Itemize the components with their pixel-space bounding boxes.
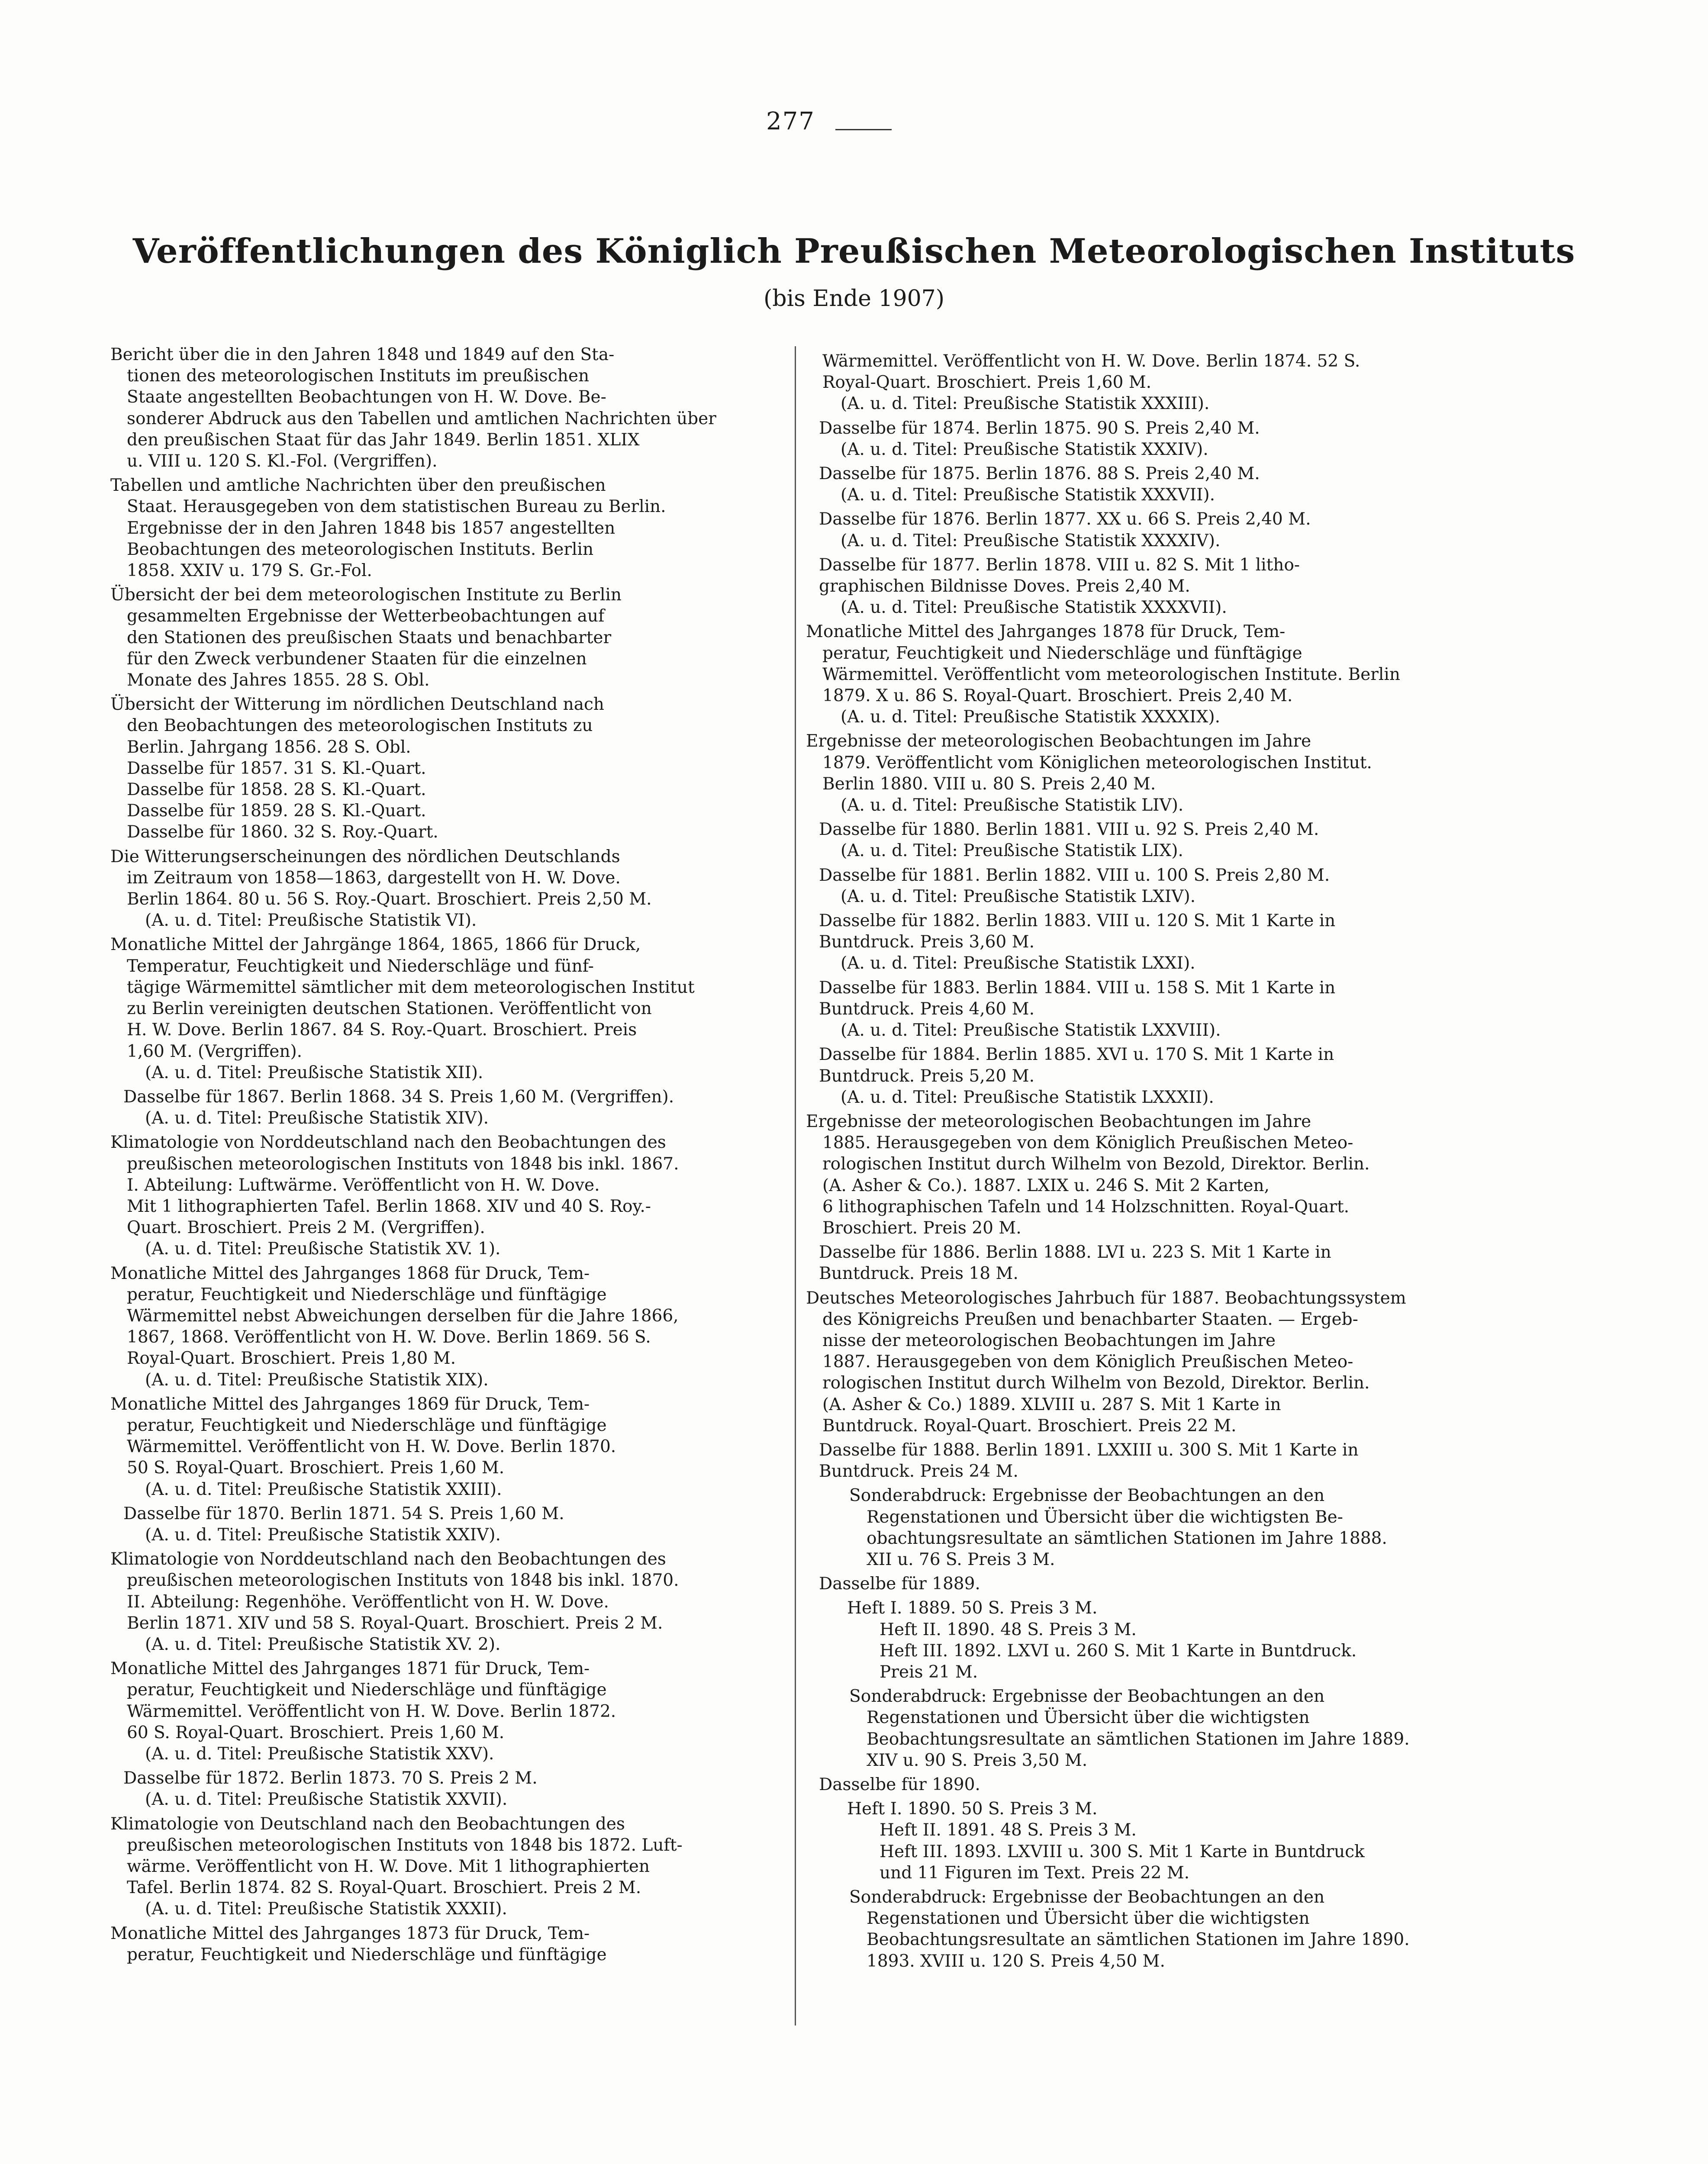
- entry-line: Dasselbe für 1872. Berlin 1873. 70 S. Preis 2 M.: [123, 1768, 538, 1788]
- entry-line: Buntdruck. Preis 5,20 M.: [819, 1066, 1034, 1086]
- entry-line: (A. u. d. Titel: Preußische Statistik XIX).: [145, 1370, 489, 1390]
- bibliography-entry: [806, 554, 1473, 618]
- entry-line: Heft II. 1891. 48 S. Preis 3 M.: [880, 1820, 1137, 1840]
- entry-line: Sonderabdruck: Ergebnisse der Beobachtungen an den: [849, 1887, 1325, 1907]
- entry-line: (A. u. d. Titel: Preußische Statistik LXXXII).: [841, 1087, 1214, 1107]
- entry-line: peratur, Feuchtigkeit und Niederschläge und fünftägige: [127, 1285, 607, 1304]
- bibliography-entry: [110, 1768, 777, 1810]
- entry-line: 1879. Veröffentlicht vom Königlichen meteorologischen Institut.: [822, 753, 1372, 773]
- entry-line: Dasselbe für 1857. 31 S. Kl.-Quart.: [127, 758, 426, 778]
- entry-line: (A. u. d. Titel: Preußische Statistik XIV).: [145, 1108, 489, 1128]
- entry-line: tägige Wärmemittel sämtlicher mit dem meteorologischen Institut: [127, 977, 695, 997]
- entry-line: 6 lithographischen Tafeln und 14 Holzschnitten. Royal-Quart.: [822, 1197, 1350, 1217]
- entry-line: tionen des meteorologischen Instituts im preußischen: [127, 366, 590, 386]
- bibliography-entry: [806, 910, 1473, 974]
- entry-line: Monatliche Mittel des Jahrganges 1868 für Druck, Tem-: [110, 1263, 590, 1283]
- entry-line: (A. Asher & Co.) 1889. XLVIII u. 287 S. Mit 1 Karte in: [822, 1394, 1281, 1414]
- entry-line: 1893. XVIII u. 120 S. Preis 4,50 M.: [867, 1951, 1165, 1971]
- entry-line: den preußischen Staat für das Jahr 1849. Berlin 1851. XLIX: [127, 430, 640, 450]
- page-number-rule: [835, 129, 892, 130]
- bibliography-entry: [110, 1394, 777, 1500]
- entry-line: rologischen Institut durch Wilhelm von Bezold, Direktor. Berlin.: [822, 1154, 1370, 1174]
- entry-line: 60 S. Royal-Quart. Broschiert. Preis 1,60 M.: [127, 1723, 505, 1742]
- bibliography-entry: [806, 463, 1473, 506]
- bibliography-entry: [110, 1813, 777, 1920]
- entry-line: Buntdruck. Preis 18 M.: [819, 1264, 1018, 1284]
- bibliography-entry: [110, 584, 777, 691]
- bibliography-entry: [110, 846, 777, 931]
- entry-line: (A. u. d. Titel: Preußische Statistik XV. 2).: [145, 1634, 501, 1654]
- entry-line: Beobachtungen des meteorologischen Instituts. Berlin: [127, 539, 594, 559]
- entry-line: I. Abteilung: Luftwärme. Veröffentlicht von H. W. Dove.: [127, 1175, 600, 1195]
- entry-line: Regenstationen und Übersicht über die wichtigsten: [867, 1708, 1310, 1728]
- entry-line: Berlin 1880. VIII u. 80 S. Preis 2,40 M.: [822, 774, 1156, 794]
- entry-line: XII u. 76 S. Preis 3 M.: [867, 1549, 1055, 1569]
- entry-line: Heft III. 1892. LXVI u. 260 S. Mit 1 Karte in Buntdruck.: [880, 1641, 1357, 1661]
- page-subtitle: (bis Ende 1907): [763, 286, 945, 312]
- entry-line: Dasselbe für 1880. Berlin 1881. VIII u. 92 S. Preis 2,40 M.: [819, 820, 1319, 840]
- bibliography-entry: [110, 1086, 777, 1129]
- entry-line: Heft I. 1889. 50 S. Preis 3 M.: [847, 1598, 1098, 1618]
- bibliography-entry: [806, 1686, 1473, 1771]
- entry-line: sonderer Abdruck aus den Tabellen und amtlichen Nachrichten über: [127, 409, 716, 428]
- entry-line: Monatliche Mittel des Jahrganges 1871 für Druck, Tem-: [110, 1659, 590, 1679]
- entry-line: Ergebnisse der meteorologischen Beobachtungen im Jahre: [806, 731, 1312, 751]
- entry-line: Buntdruck. Preis 3,60 M.: [819, 932, 1034, 952]
- entry-line: Buntdruck. Royal-Quart. Broschiert. Preis 22 M.: [822, 1416, 1237, 1436]
- bibliography-entry: [806, 351, 1473, 415]
- bibliography-entry: [806, 977, 1473, 1041]
- bibliography-entry: [806, 1774, 1473, 1795]
- entry-line: Dasselbe für 1877. Berlin 1878. VIII u. 82 S. Mit 1 litho-: [819, 555, 1300, 575]
- entry-line: Berlin 1871. XIV und 58 S. Royal-Quart. Broschiert. Preis 2 M.: [127, 1613, 663, 1633]
- entry-line: Dasselbe für 1886. Berlin 1888. LVI u. 223 S. Mit 1 Karte in: [819, 1243, 1331, 1262]
- bibliography-entry: [806, 1288, 1473, 1436]
- entry-line: Dasselbe für 1858. 28 S. Kl.-Quart.: [127, 780, 426, 800]
- entry-line: und 11 Figuren im Text. Preis 22 M.: [880, 1863, 1190, 1883]
- entry-line: Wärmemittel. Veröffentlicht von H. W. Dove. Berlin 1870.: [127, 1437, 616, 1457]
- bibliography-entry: [806, 731, 1473, 816]
- entry-line: Beobachtungsresultate an sämtlichen Stationen im Jahre 1890.: [867, 1930, 1410, 1950]
- entry-line: (A. Asher & Co.). 1887. LXIX u. 246 S. Mit 2 Karten,: [822, 1175, 1270, 1195]
- entry-line: Quart. Broschiert. Preis 2 M. (Vergriffen).: [127, 1218, 485, 1238]
- entry-line: Dasselbe für 1876. Berlin 1877. XX u. 66 S. Preis 2,40 M.: [819, 509, 1311, 529]
- entry-line: nisse der meteorologischen Beobachtungen im Jahre: [822, 1330, 1276, 1350]
- entry-line: peratur, Feuchtigkeit und Niederschläge und fünftägige: [127, 1680, 607, 1700]
- entry-line: Dasselbe für 1884. Berlin 1885. XVI u. 170 S. Mit 1 Karte in: [819, 1045, 1334, 1065]
- entry-line: Dasselbe für 1867. Berlin 1868. 34 S. Preis 1,60 M. (Vergriffen).: [123, 1087, 674, 1107]
- entry-line: XIV u. 90 S. Preis 3,50 M.: [867, 1750, 1088, 1770]
- bibliography-entry: [110, 934, 777, 1083]
- page-title: Veröffentlichungen des Königlich Preußischen Meteorologischen Instituts: [132, 232, 1576, 271]
- bibliography-entry: [806, 509, 1473, 551]
- entry-line: preußischen meteorologischen Instituts von 1848 bis inkl. 1867.: [127, 1154, 679, 1174]
- entry-line: Dasselbe für 1870. Berlin 1871. 54 S. Preis 1,60 M.: [123, 1504, 564, 1523]
- entry-line: Buntdruck. Preis 4,60 M.: [819, 999, 1034, 1019]
- entry-line: Dasselbe für 1881. Berlin 1882. VIII u. 100 S. Preis 2,80 M.: [819, 865, 1330, 885]
- entry-line: Temperatur, Feuchtigkeit und Niederschläge und fünf-: [127, 956, 594, 976]
- entry-line: Beobachtungsresultate an sämtlichen Stationen im Jahre 1889.: [867, 1729, 1410, 1749]
- entry-line: (A. u. d. Titel: Preußische Statistik XXXVII).: [841, 485, 1215, 505]
- bibliography-entry: [110, 344, 777, 472]
- entry-line: den Stationen des preußischen Staats und benachbarter: [127, 628, 612, 647]
- entry-line: für den Zweck verbundener Staaten für die einzelnen: [127, 649, 587, 669]
- entry-line: Dasselbe für 1860. 32 S. Roy.-Quart.: [127, 822, 438, 842]
- entry-line: Klimatologie von Deutschland nach den Beobachtungen des: [110, 1814, 625, 1834]
- entry-line: (A. u. d. Titel: Preußische Statistik XXV).: [145, 1744, 494, 1764]
- bibliography-entry: [806, 418, 1473, 460]
- entry-line: Ergebnisse der meteorologischen Beobachtungen im Jahre: [806, 1111, 1312, 1131]
- entry-line: Buntdruck. Preis 24 M.: [819, 1462, 1018, 1481]
- entry-line: 1867, 1868. Veröffentlicht von H. W. Dove. Berlin 1869. 56 S.: [127, 1327, 651, 1347]
- entry-line: Preis 21 M.: [880, 1662, 978, 1682]
- entry-line: u. VIII u. 120 S. Kl.-Fol. (Vergriffen).: [127, 451, 438, 471]
- bibliography-entry: [110, 1923, 777, 1965]
- entry-line: graphischen Bildnisse Doves. Preis 2,40 M.: [819, 576, 1190, 596]
- entry-line: (A. u. d. Titel: Preußische Statistik LIX).: [841, 841, 1183, 861]
- entry-line: 1879. X u. 86 S. Royal-Quart. Broschiert. Preis 2,40 M.: [822, 686, 1293, 706]
- entry-line: Heft III. 1893. LXVIII u. 300 S. Mit 1 Karte in Buntdruck: [880, 1842, 1365, 1861]
- entry-line: Dasselbe für 1874. Berlin 1875. 90 S. Preis 2,40 M.: [819, 418, 1260, 438]
- entry-line: Berlin. Jahrgang 1856. 28 S. Obl.: [127, 737, 411, 757]
- entry-line: 1887. Herausgegeben von dem Königlich Preußischen Meteo-: [822, 1352, 1354, 1372]
- entry-line: 1,60 M. (Vergriffen).: [127, 1041, 303, 1061]
- entry-line: (A. u. d. Titel: Preußische Statistik XII).: [145, 1063, 483, 1082]
- column-divider: [795, 346, 796, 2026]
- entry-line: Deutsches Meteorologisches Jahrbuch für 1887. Beobachtungssystem: [806, 1288, 1406, 1308]
- bibliography-entry: [110, 475, 777, 581]
- entry-line: preußischen meteorologischen Instituts von 1848 bis 1872. Luft-: [127, 1835, 683, 1855]
- entry-line: im Zeitraum von 1858—1863, dargestellt von H. W. Dove.: [127, 868, 621, 888]
- entry-line: (A. u. d. Titel: Preußische Statistik XXXXIV).: [841, 531, 1221, 551]
- entry-line: wärme. Veröffentlicht von H. W. Dove. Mit 1 lithographierten: [127, 1857, 650, 1877]
- entry-line: Monatliche Mittel der Jahrgänge 1864, 1865, 1866 für Druck,: [110, 935, 641, 955]
- bibliography-entry: [110, 1503, 777, 1546]
- entry-line: Monate des Jahres 1855. 28 S. Obl.: [127, 670, 430, 690]
- bibliography-entry: [806, 1798, 1473, 1884]
- entry-line: Heft II. 1890. 48 S. Preis 3 M.: [880, 1620, 1137, 1639]
- entry-line: Royal-Quart. Broschiert. Preis 1,60 M.: [822, 373, 1152, 393]
- entry-line: 1885. Herausgegeben von dem Königlich Preußischen Meteo-: [822, 1133, 1354, 1153]
- entry-line: Dasselbe für 1859. 28 S. Kl.-Quart.: [127, 801, 426, 821]
- entry-line: Die Witterungserscheinungen des nördlichen Deutschlands: [110, 847, 620, 866]
- entry-line: (A. u. d. Titel: Preußische Statistik XXXXIX).: [841, 707, 1220, 727]
- entry-line: Monatliche Mittel des Jahrganges 1869 für Druck, Tem-: [110, 1394, 590, 1414]
- entry-line: Dasselbe für 1883. Berlin 1884. VIII u. 158 S. Mit 1 Karte in: [819, 978, 1336, 998]
- bibliography-entry: [806, 1887, 1473, 1972]
- entry-line: rologischen Institut durch Wilhelm von Bezold, Direktor. Berlin.: [822, 1373, 1370, 1393]
- entry-line: gesammelten Ergebnisse der Wetterbeobachtungen auf: [127, 606, 605, 626]
- entry-line: Dasselbe für 1889.: [819, 1574, 980, 1594]
- entry-line: Broschiert. Preis 20 M.: [822, 1218, 1022, 1238]
- entry-line: preußischen meteorologischen Instituts von 1848 bis inkl. 1870.: [127, 1571, 679, 1591]
- entry-line: Übersicht der bei dem meteorologischen Institute zu Berlin: [110, 585, 622, 605]
- entry-line: Tabellen und amtliche Nachrichten über den preußischen: [110, 476, 606, 496]
- entry-line: Klimatologie von Norddeutschland nach den Beobachtungen des: [110, 1549, 666, 1569]
- entry-line: Staate angestellten Beobachtungen von H. W. Dove. Be-: [127, 387, 606, 407]
- entry-line: Monatliche Mittel des Jahrganges 1873 für Druck, Tem-: [110, 1923, 590, 1943]
- bibliography-entry: [806, 621, 1473, 728]
- entry-line: Tafel. Berlin 1874. 82 S. Royal-Quart. Broschiert. Preis 2 M.: [127, 1878, 641, 1898]
- bibliography-entry: [806, 1485, 1473, 1570]
- entry-line: peratur, Feuchtigkeit und Niederschläge und fünftägige: [822, 643, 1302, 663]
- bibliography-entry: [806, 1597, 1473, 1683]
- entry-line: (A. u. d. Titel: Preußische Statistik LXIV).: [841, 886, 1196, 906]
- entry-line: Wärmemittel. Veröffentlicht von H. W. Dove. Berlin 1874. 52 S.: [822, 351, 1360, 371]
- bibliography-entry: [110, 1549, 777, 1655]
- entry-line: Monatliche Mittel des Jahrganges 1878 für Druck, Tem-: [806, 622, 1286, 642]
- entry-line: Dasselbe für 1875. Berlin 1876. 88 S. Preis 2,40 M.: [819, 464, 1260, 484]
- entry-line: (A. u. d. Titel: Preußische Statistik XXXIV).: [841, 439, 1208, 459]
- entry-line: H. W. Dove. Berlin 1867. 84 S. Roy.-Quart. Broschiert. Preis: [127, 1020, 637, 1040]
- entry-line: den Beobachtungen des meteorologischen Instituts zu: [127, 716, 593, 736]
- bibliography-entry: [110, 1132, 777, 1259]
- bibliography-entry: [806, 819, 1473, 861]
- entry-line: peratur, Feuchtigkeit und Niederschläge und fünftägige: [127, 1945, 607, 1964]
- entry-line: obachtungsresultate an sämtlichen Stationen im Jahre 1888.: [867, 1528, 1387, 1548]
- entry-line: Staat. Herausgegeben von dem statistischen Bureau zu Berlin.: [127, 497, 666, 517]
- entry-line: Regenstationen und Übersicht über die wichtigsten: [867, 1909, 1310, 1929]
- entry-line: (A. u. d. Titel: Preußische Statistik XXXXVII).: [841, 598, 1227, 618]
- entry-line: (A. u. d. Titel: Preußische Statistik LXXI).: [841, 953, 1196, 973]
- entry-line: (A. u. d. Titel: Preußische Statistik LXXVIII).: [841, 1021, 1221, 1040]
- entry-line: Regenstationen und Übersicht über die wichtigsten Be-: [867, 1507, 1343, 1527]
- bibliography-entry: [806, 865, 1473, 907]
- bibliography-entry: [806, 1242, 1473, 1284]
- bibliography-entry: [110, 694, 777, 843]
- entry-line: (A. u. d. Titel: Preußische Statistik VI).: [145, 911, 477, 931]
- entry-line: Ergebnisse der in den Jahren 1848 bis 1857 angestellten: [127, 518, 616, 538]
- bibliography-entry: [806, 1439, 1473, 1482]
- right-column: [806, 351, 1473, 1975]
- entry-line: II. Abteilung: Regenhöhe. Veröffentlicht von H. W. Dove.: [127, 1592, 609, 1612]
- bibliography-entry: [110, 1658, 777, 1765]
- entry-line: Klimatologie von Norddeutschland nach den Beobachtungen des: [110, 1133, 666, 1153]
- entry-line: Royal-Quart. Broschiert. Preis 1,80 M.: [127, 1349, 456, 1369]
- entry-line: Wärmemittel nebst Abweichungen derselben für die Jahre 1866,: [127, 1306, 679, 1326]
- entry-line: (A. u. d. Titel: Preußische Statistik XXXII).: [145, 1899, 507, 1919]
- bibliography-entry: [806, 1573, 1473, 1594]
- entry-line: Bericht über die in den Jahren 1848 und 1849 auf den Sta-: [110, 345, 615, 364]
- entry-line: peratur, Feuchtigkeit und Niederschläge und fünftägige: [127, 1415, 607, 1435]
- page-number: 277: [766, 107, 815, 135]
- entry-line: (A. u. d. Titel: Preußische Statistik XXIV).: [145, 1525, 501, 1545]
- left-column: [110, 344, 777, 1968]
- entry-line: des Königreichs Preußen und benachbarter Staaten. — Ergeb-: [822, 1309, 1358, 1329]
- entry-line: Wärmemittel. Veröffentlicht vom meteorologischen Institute. Berlin: [822, 664, 1400, 684]
- entry-line: zu Berlin vereinigten deutschen Stationen. Veröffentlicht von: [127, 999, 652, 1019]
- entry-line: Sonderabdruck: Ergebnisse der Beobachtungen an den: [849, 1687, 1325, 1707]
- entry-line: Dasselbe für 1888. Berlin 1891. LXXIII u. 300 S. Mit 1 Karte in: [819, 1440, 1359, 1460]
- entry-line: (A. u. d. Titel: Preußische Statistik XXVII).: [145, 1790, 508, 1810]
- entry-line: (A. u. d. Titel: Preußische Statistik XXXIII).: [841, 394, 1210, 414]
- entry-line: Wärmemittel. Veröffentlicht von H. W. Dove. Berlin 1872.: [127, 1701, 616, 1721]
- bibliography-entry: [806, 1044, 1473, 1108]
- entry-line: Heft I. 1890. 50 S. Preis 3 M.: [847, 1799, 1098, 1819]
- entry-line: (A. u. d. Titel: Preußische Statistik XXIII).: [145, 1479, 502, 1499]
- entry-line: Übersicht der Witterung im nördlichen Deutschland nach: [110, 695, 604, 715]
- entry-line: Berlin 1864. 80 u. 56 S. Roy.-Quart. Broschiert. Preis 2,50 M.: [127, 889, 652, 909]
- entry-line: Dasselbe für 1882. Berlin 1883. VIII u. 120 S. Mit 1 Karte in: [819, 911, 1336, 931]
- bibliography-entry: [110, 1263, 777, 1391]
- entry-line: 50 S. Royal-Quart. Broschiert. Preis 1,60 M.: [127, 1458, 505, 1478]
- entry-line: Dasselbe für 1890.: [819, 1775, 980, 1794]
- bibliography-entry: [806, 1111, 1473, 1239]
- entry-line: Sonderabdruck: Ergebnisse der Beobachtungen an den: [849, 1486, 1325, 1506]
- entry-line: (A. u. d. Titel: Preußische Statistik XV. 1).: [145, 1239, 501, 1259]
- entry-line: 1858. XXIV u. 179 S. Gr.-Fol.: [127, 561, 372, 581]
- entry-line: (A. u. d. Titel: Preußische Statistik LIV).: [841, 795, 1184, 815]
- entry-line: Mit 1 lithographierten Tafel. Berlin 1868. XIV und 40 S. Roy.-: [127, 1196, 651, 1216]
